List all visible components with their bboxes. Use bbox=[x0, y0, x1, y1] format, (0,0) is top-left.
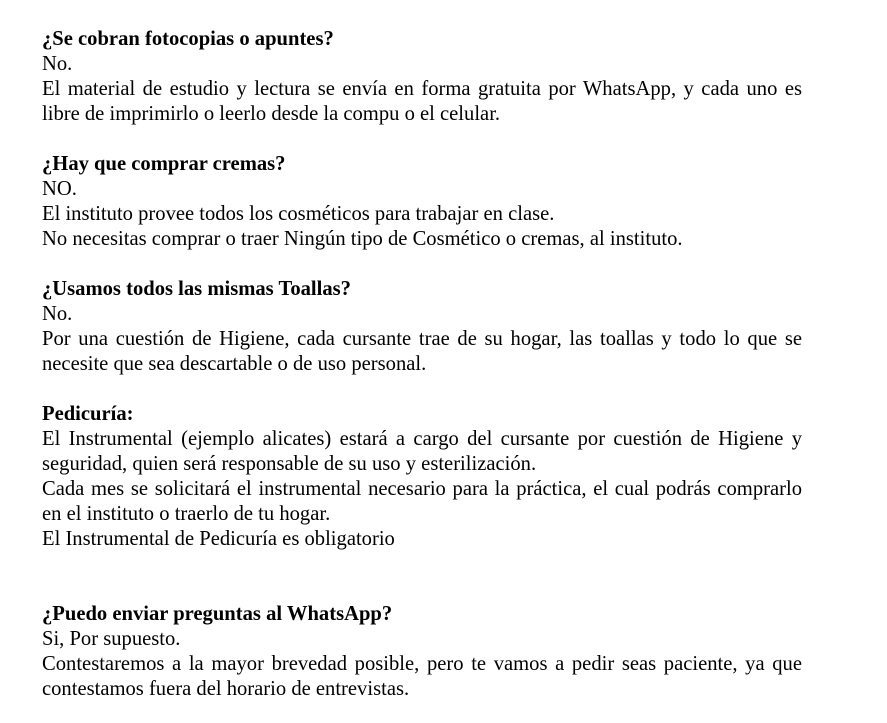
text-line: No. bbox=[42, 53, 73, 75]
faq-section bbox=[42, 27, 802, 127]
paragraph bbox=[42, 77, 802, 127]
text-line: Cada mes se solicitará el instrumental necesario para la práctica, el cual podrás comprarlo bbox=[42, 478, 802, 500]
text-line: El material de estudio y lectura se envía en forma gratuita por WhatsApp, y cada uno es bbox=[42, 78, 802, 100]
text-line: El instituto provee todos los cosméticos para trabajar en clase. bbox=[42, 203, 555, 225]
text-line: El Instrumental de Pedicuría es obligatorio bbox=[42, 528, 395, 550]
faq-section bbox=[42, 277, 802, 377]
paragraph bbox=[42, 477, 802, 527]
section-heading: ¿Hay que comprar cremas? bbox=[42, 153, 286, 175]
text-line: Por una cuestión de Higiene, cada cursante trae de su hogar, las toallas y todo lo que se bbox=[42, 328, 802, 350]
text-line: NO. bbox=[42, 178, 77, 200]
text-line: seguridad, quien será responsable de su uso y esterilización. bbox=[42, 453, 537, 475]
faq-section bbox=[42, 602, 802, 702]
paragraph bbox=[42, 177, 802, 202]
text-line: contestamos fuera del horario de entrevistas. bbox=[42, 678, 410, 700]
paragraph bbox=[42, 327, 802, 377]
section-heading: ¿Puedo enviar preguntas al WhatsApp? bbox=[42, 603, 393, 625]
text-line: necesite que sea descartable o de uso personal. bbox=[42, 353, 427, 375]
section-heading: Pedicuría: bbox=[42, 403, 134, 425]
text-line: El Instrumental (ejemplo alicates) estará a cargo del cursante por cuestión de Higiene y bbox=[42, 428, 802, 450]
text-line: libre de imprimirlo o leerlo desde la compu o el celular. bbox=[42, 103, 501, 125]
text-line: No. bbox=[42, 303, 73, 325]
text-line: en el instituto o traerlo de tu hogar. bbox=[42, 503, 331, 525]
section-heading: ¿Se cobran fotocopias o apuntes? bbox=[42, 28, 334, 50]
faq-section bbox=[42, 402, 802, 552]
paragraph bbox=[42, 52, 802, 77]
text-line: Contestaremos a la mayor brevedad posible, pero te vamos a pedir seas paciente, ya que bbox=[42, 653, 802, 675]
paragraph bbox=[42, 527, 802, 552]
paragraph bbox=[42, 627, 802, 652]
text-line: Si, Por supuesto. bbox=[42, 628, 181, 650]
paragraph bbox=[42, 202, 802, 227]
paragraph bbox=[42, 302, 802, 327]
section-heading: ¿Usamos todos las mismas Toallas? bbox=[42, 278, 351, 300]
faq-section bbox=[42, 152, 802, 252]
paragraph bbox=[42, 652, 802, 702]
paragraph bbox=[42, 427, 802, 477]
text-line: No necesitas comprar o traer Ningún tipo de Cosmético o cremas, al instituto. bbox=[42, 228, 683, 250]
paragraph bbox=[42, 227, 802, 252]
